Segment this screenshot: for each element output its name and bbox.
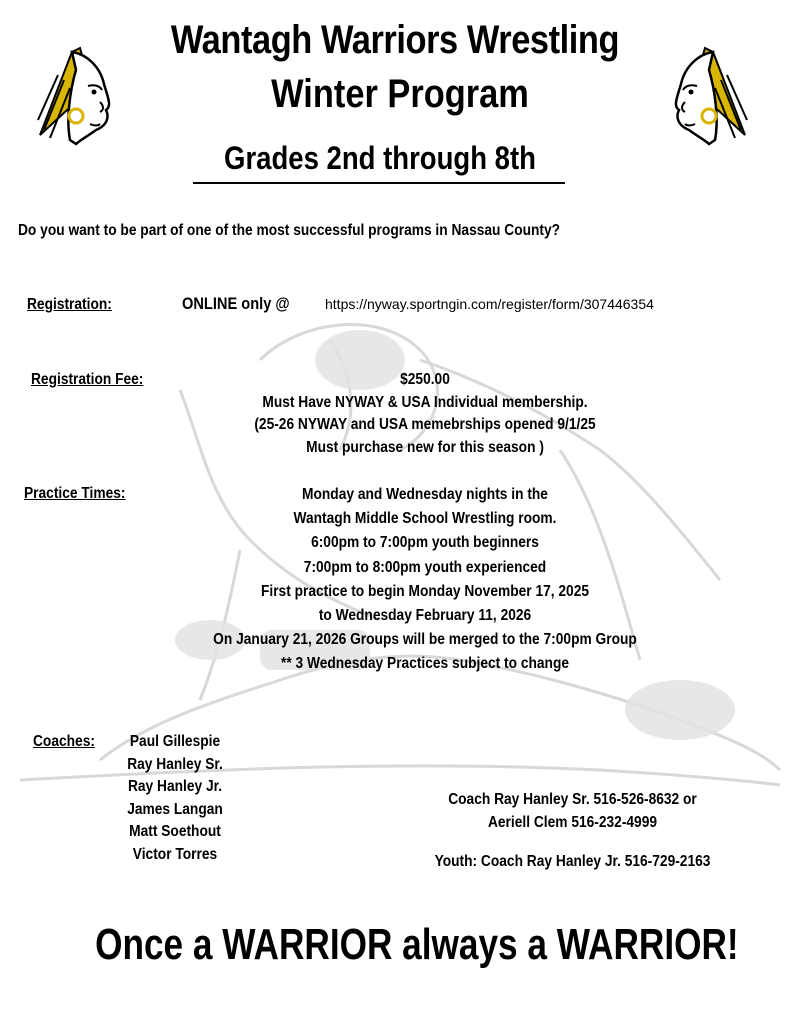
coach-name: Ray Hanley Jr. [127, 778, 223, 796]
grades-underline [193, 182, 565, 184]
coach-name: Victor Torres [132, 845, 218, 863]
fee-line: (25-26 NYWAY and USA memebrships opened 9/1/25 [254, 416, 596, 433]
coach-name: Ray Hanley Sr. [127, 755, 223, 773]
practice-line: Wantagh Middle School Wrestling room. [293, 510, 557, 528]
registration-link[interactable]: https://nyway.sportngin.com/register/form/307446354 [325, 296, 654, 312]
practice-line: First practice to begin Monday November 17, 2025 [260, 582, 590, 600]
fee-line: Must Have NYWAY & USA Individual membership. [262, 393, 588, 411]
coaches-list [110, 731, 240, 867]
registration-label: Registration: [27, 296, 112, 313]
intro-question: Do you want to be part of one of the most successful programs in Nassau County? [18, 222, 561, 239]
practice-line: On January 21, 2026 Groups will be merged to the 7:00pm Group [213, 631, 637, 649]
practice-line: 7:00pm to 8:00pm youth experienced [303, 558, 547, 576]
practice-line: 6:00pm to 7:00pm youth beginners [311, 534, 539, 552]
practice-label: Practice Times: [24, 485, 126, 502]
warrior-head-icon [665, 40, 755, 150]
fee-amount: $250.00 [400, 371, 450, 388]
coach-name: James Langan [127, 800, 223, 818]
contact-line: Aeriell Clem 516-232-4999 [487, 814, 658, 831]
practice-line: ** 3 Wednesday Practices subject to change [280, 655, 570, 673]
practice-line: Monday and Wednesday nights in the [302, 486, 548, 503]
coach-name: Paul Gillespie [129, 733, 221, 750]
slogan: Once a WARRIOR always a WARRIOR! [95, 920, 739, 969]
practice-line: to Wednesday February 11, 2026 [318, 607, 532, 625]
page-title: Wantagh Warriors Wrestling [170, 18, 620, 62]
page-subtitle: Winter Program [271, 72, 529, 116]
fee-details [130, 369, 720, 459]
fee-label: Registration Fee: [31, 371, 144, 388]
youth-contact [400, 853, 745, 871]
coach-name: Matt Soethout [129, 823, 221, 841]
practice-details [110, 483, 740, 677]
coaches-label: Coaches: [33, 733, 95, 750]
grades-heading: Grades 2nd through 8th [224, 140, 536, 176]
warrior-head-icon [30, 40, 120, 150]
contact-line: Coach Ray Hanley Sr. 516-526-8632 or [448, 791, 697, 808]
registration-mode: ONLINE only @ [182, 294, 290, 313]
youth-contact-line: Youth: Coach Ray Hanley Jr. 516-729-2163 [434, 853, 711, 870]
fee-line: Must purchase new for this season ) [306, 438, 544, 456]
contact-info [400, 788, 745, 834]
